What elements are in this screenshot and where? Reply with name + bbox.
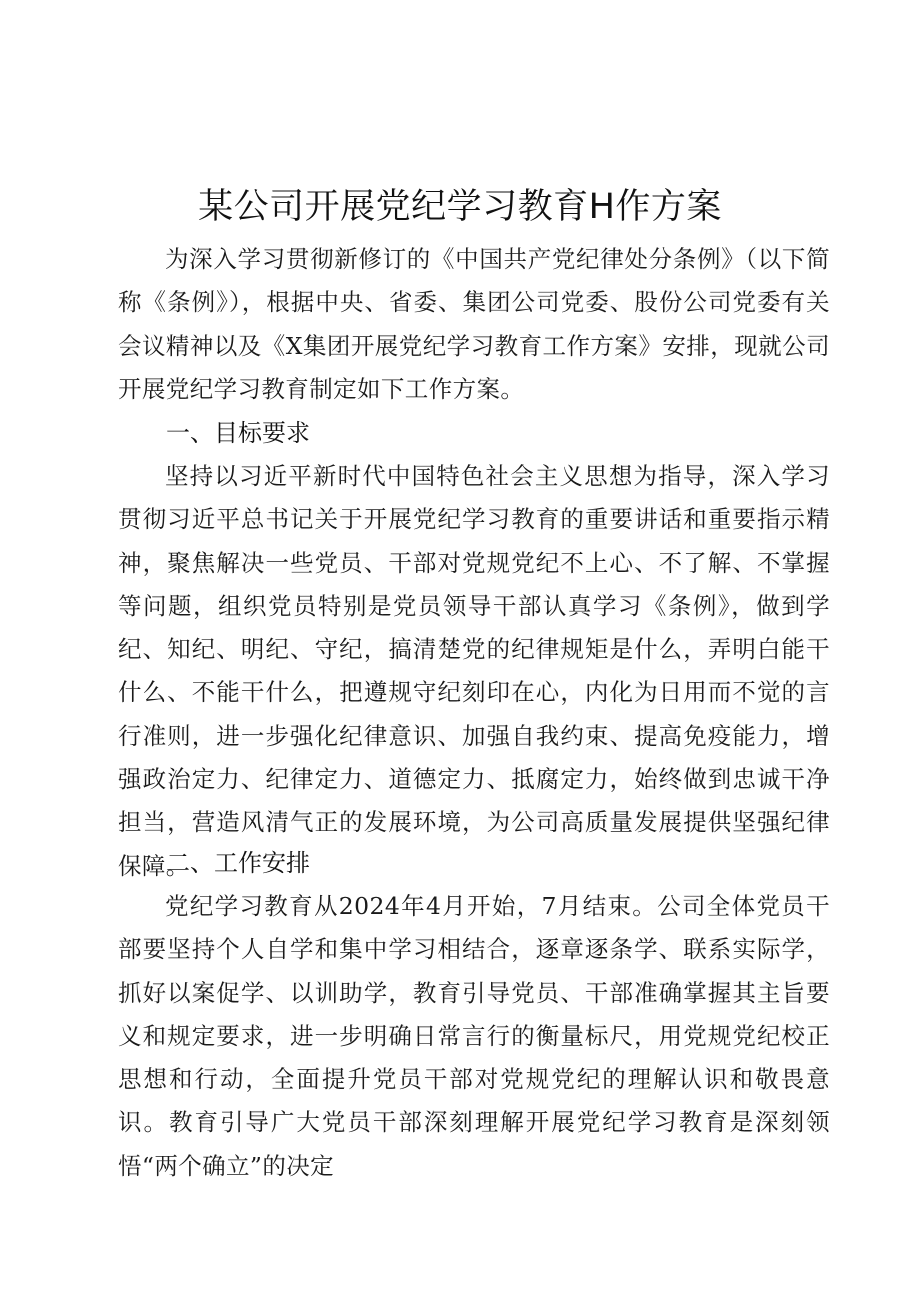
document-title: 某公司开展党纪学习教育H作方案 <box>198 187 722 227</box>
section-goals-paragraph: 坚持以习近平新时代中国特色社会主义思想为指导，深入学习贯彻习近平总书记关于开展党纪学习教育的重要讲话和重要指示精神，聚焦解决一些党员、干部对党规党纪不上心、不了解、不掌握等问题，组织党员特别是党员领导干部认真学习《条例》，做到学纪、知纪、明纪、守纪，搞清楚党的纪律规矩是什么，弄明白能干什么、不能干什么，把遵规守纪刻印在心，内化为日用而不觉的言行准则，进一步强化纪律意识、加强自我约束、提高免疫能力，增强政治定力、纪律定力、道德定力、抵腐定力，始终做到忠诚干净担当，营造风清气正的发展环境，为公司高质量发展提供坚强纪律保障。 <box>118 462 830 880</box>
section-heading-goals: 一、目标要求 <box>166 419 310 447</box>
section-arrangement-paragraph: 党纪学习教育从2024年4月开始，7月结束。公司全体党员干部要坚持个人自学和集中学习相结合，逐章逐条学、联系实际学，抓好以案促学、以训助学，教育引导党员、干部准确掌握其主旨要义和规定要求，进一步明确日常言行的衡量标尺，用党规党纪校正思想和行动，全面提升党员干部对党规党纪的理解认识和敬畏意识。教育引导广大党员干部深刻理解开展党纪学习教育是深刻领悟“两个确立”的决定 <box>118 892 830 1180</box>
intro-paragraph: 为深入学习贯彻新修订的《中国共产党纪律处分条例》（以下简称《条例》），根据中央、省委、集团公司党委、股份公司党委有关会议精神以及《X集团开展党纪学习教育工作方案》安排，现就公司开展党纪学习教育制定如下工作方案。 <box>118 245 830 403</box>
section-heading-arrangement: 二、工作安排 <box>166 849 310 877</box>
